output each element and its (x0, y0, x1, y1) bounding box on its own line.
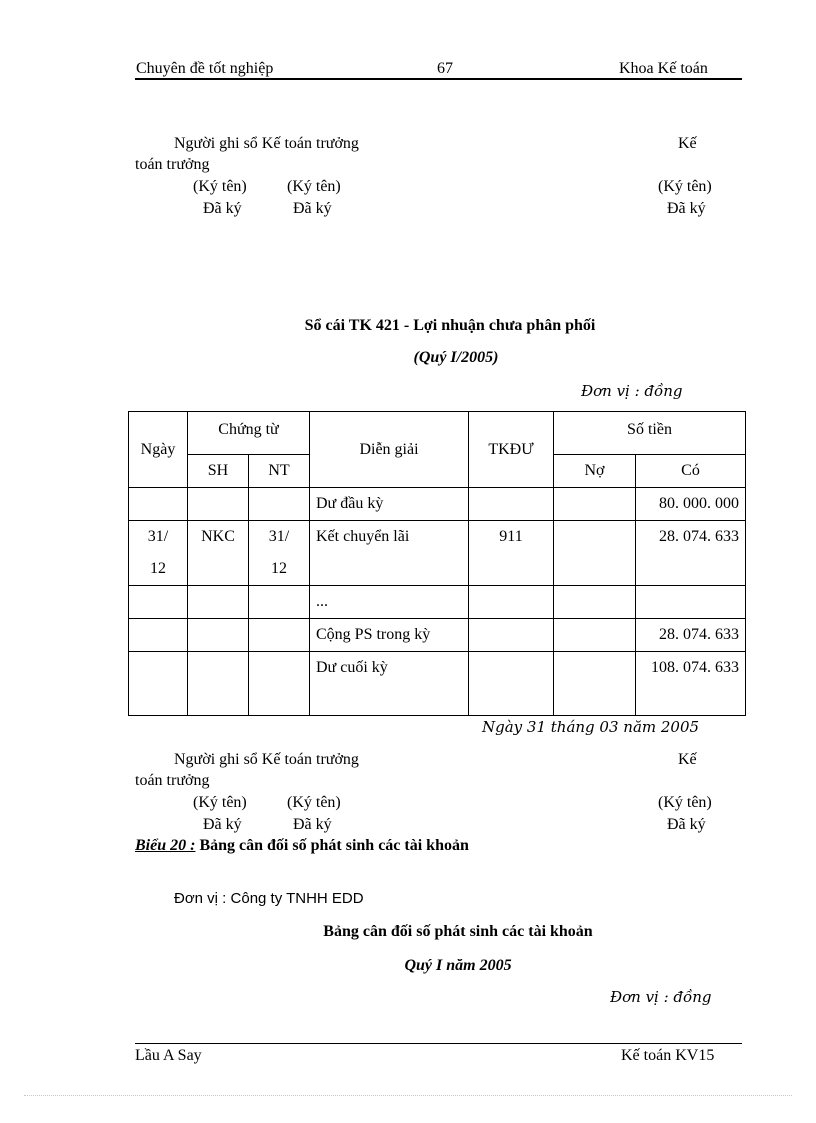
cell-sh: NKC (188, 521, 249, 586)
bieu20-label: Biểu 20 : (135, 837, 196, 854)
signature-label-2-bottom: (Ký tên) (287, 794, 341, 811)
signature-label-2: (Ký tên) (287, 178, 341, 195)
ledger-title: Sổ cái TK 421 - Lợi nhuận chưa phân phối (304, 317, 596, 334)
cell-debit (554, 488, 636, 521)
table-row (129, 619, 746, 652)
table-row (129, 652, 746, 716)
page-number: 67 (437, 60, 453, 77)
ledger-period: (Quý I/2005) (413, 349, 499, 366)
header-voucher: Chứng từ (188, 412, 310, 455)
ledger-table (128, 411, 746, 716)
header-sh: SH (188, 455, 249, 488)
footer-divider (135, 1043, 742, 1044)
signature-label-3-bottom: (Ký tên) (658, 794, 712, 811)
cell-sh (188, 488, 249, 521)
header-credit: Có (636, 455, 746, 488)
cell-credit (636, 586, 746, 619)
signature-label-3: (Ký tên) (658, 178, 712, 195)
cell-account (469, 652, 554, 716)
signature-signed-1-bottom: Đã ký (203, 816, 242, 833)
header-right: Khoa Kế toán (619, 60, 708, 77)
cell-debit (554, 619, 636, 652)
header-date: Ngày (129, 412, 188, 488)
signature-role-continued-bottom: toán trưởng (135, 772, 210, 789)
company-line: Đơn vị : Công ty TNHH EDD (174, 890, 364, 907)
header-divider (135, 78, 742, 80)
table-row (129, 521, 746, 586)
balance-sheet-unit: Đơn vị : đồng (610, 988, 712, 1006)
cell-sh (188, 652, 249, 716)
table-row (129, 488, 746, 521)
cell-description: Dư cuối kỳ (310, 652, 469, 716)
header-amount: Số tiền (554, 412, 746, 455)
cell-description: Cộng PS trong kỳ (310, 619, 469, 652)
cell-credit: 28. 074. 633 (636, 521, 746, 586)
cell-credit: 80. 000. 000 (636, 488, 746, 521)
signature-signed-2: Đã ký (293, 200, 332, 217)
cell-sh (188, 586, 249, 619)
cell-credit: 28. 074. 633 (636, 619, 746, 652)
cell-sh (188, 619, 249, 652)
cell-nt: 31/ 12 (249, 521, 310, 586)
footer-left: Lầu A Say (135, 1047, 202, 1064)
header-description: Diễn giải (310, 412, 469, 488)
header-nt: NT (249, 455, 310, 488)
cell-account (469, 488, 554, 521)
cell-nt (249, 652, 310, 716)
cell-account (469, 619, 554, 652)
bieu20-caption (135, 837, 469, 855)
cell-account: 911 (469, 521, 554, 586)
table-row (129, 586, 746, 619)
signature-roles-bottom: Người ghi sổ Kế toán trưởng (174, 751, 359, 768)
cell-description: ... (310, 586, 469, 619)
signature-label-1: (Ký tên) (193, 178, 247, 195)
ledger-date-line: Ngày 31 tháng 03 năm 2005 (482, 718, 700, 736)
cell-date (129, 488, 188, 521)
signature-signed-2-bottom: Đã ký (293, 816, 332, 833)
signature-signed-1: Đã ký (203, 200, 242, 217)
bieu20-title: Bảng cân đối số phát sinh các tài khoản (195, 837, 469, 854)
header-debit: Nợ (554, 455, 636, 488)
cell-debit (554, 652, 636, 716)
cell-description: Kết chuyển lãi (310, 521, 469, 586)
cell-date (129, 652, 188, 716)
cell-credit: 108. 074. 633 (636, 652, 746, 716)
cell-date (129, 586, 188, 619)
footer-right: Kế toán KV15 (621, 1047, 715, 1064)
signature-roles: Người ghi sổ Kế toán trưởng (174, 135, 359, 152)
signature-signed-3-bottom: Đã ký (667, 816, 706, 833)
cell-date: 31/ 12 (129, 521, 188, 586)
cell-debit (554, 521, 636, 586)
balance-sheet-period: Quý I năm 2005 (404, 957, 512, 974)
cell-account (469, 586, 554, 619)
cell-debit (554, 586, 636, 619)
cell-nt (249, 619, 310, 652)
signature-role-right: Kế (678, 135, 697, 152)
cell-nt (249, 488, 310, 521)
balance-sheet-title: Bảng cân đối số phát sinh các tài khoản (323, 923, 593, 940)
page-bottom-divider (24, 1095, 792, 1096)
header-left: Chuyên đề tốt nghiệp (136, 60, 274, 77)
signature-label-1-bottom: (Ký tên) (193, 794, 247, 811)
signature-signed-3: Đã ký (667, 200, 706, 217)
ledger-unit: Đơn vị : đồng (581, 382, 683, 400)
signature-role-continued: toán trưởng (135, 156, 210, 173)
cell-date (129, 619, 188, 652)
signature-role-right-bottom: Kế (678, 751, 697, 768)
cell-nt (249, 586, 310, 619)
header-account: TKĐƯ (469, 412, 554, 488)
cell-description: Dư đầu kỳ (310, 488, 469, 521)
